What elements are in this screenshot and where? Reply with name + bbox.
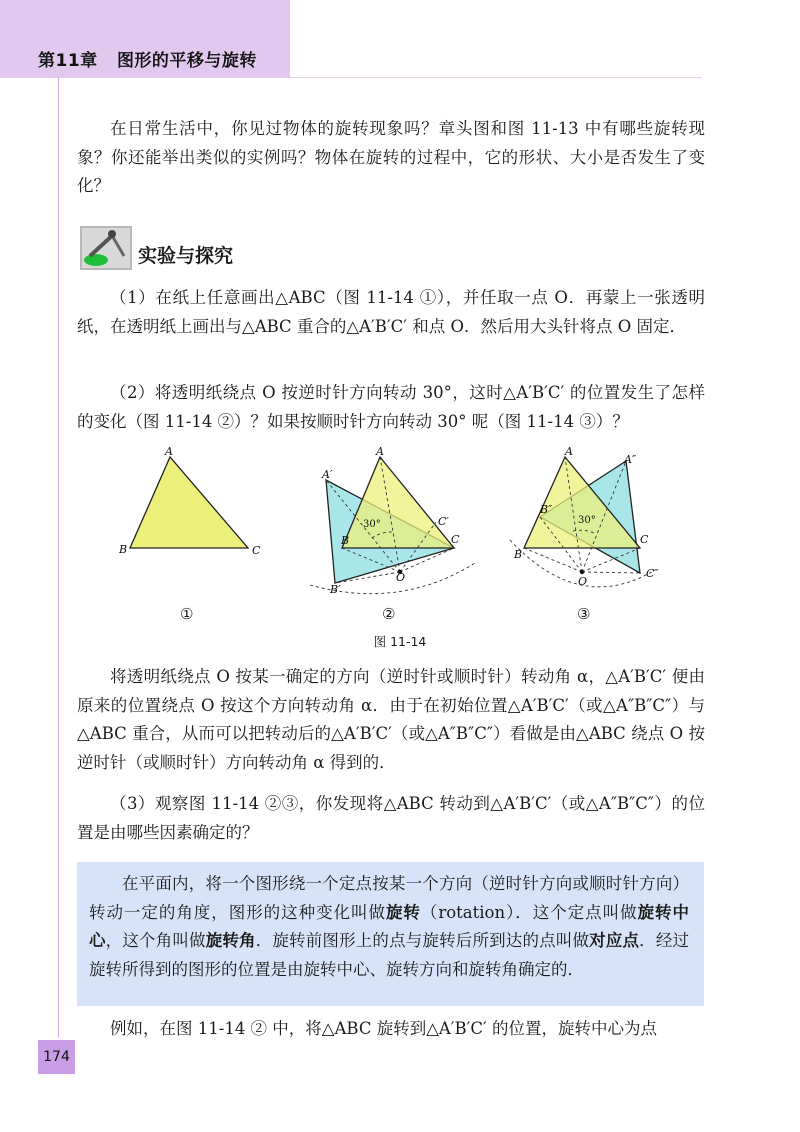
- label-A: A: [165, 445, 173, 458]
- label-A2: A″: [624, 453, 637, 466]
- example-paragraph: 例如，在图 11-14 ② 中，将△ABC 旋转到△A′B′C′ 的位置，旋转中心为点: [110, 1019, 658, 1038]
- label-C2: C″: [646, 567, 659, 580]
- chapter-title: 图形的平移与旋转: [116, 51, 257, 71]
- explanation-paragraph: 将透明纸绕点 O 按某一确定的方向（逆时针或顺时针）转动角 α，△A′B′C′ 便由原来的位置绕点 O 按这个方向转动角 α．由于在初始位置△A′B′C′（或△A″B″C″）与△ABC 重合，从而可以把转动后的△A′B′C′（或△A″B″C″）看做是由△ABC 绕点 O 按逆时针（或顺时针）方向转动角 α 得到的．: [77, 667, 705, 772]
- compass-drawing-icon: [80, 226, 132, 270]
- term-corresponding-points: 对应点: [589, 931, 640, 950]
- definition-box: [77, 862, 704, 1006]
- label-C: C: [252, 544, 261, 557]
- sub-label-1: ①: [180, 605, 194, 623]
- figure-11-14: [110, 445, 690, 630]
- figure-caption: 图 11-14: [373, 634, 427, 649]
- section-heading: [80, 224, 260, 274]
- label-C1: C′: [438, 515, 449, 528]
- angle-label-2: 30°: [363, 519, 381, 530]
- figure-1: [118, 445, 261, 557]
- intro-paragraph: 在日常生活中，你见过物体的旋转现象吗？章头图和图 11-13 中有哪些旋转现象？你还能举出类似的实例吗？物体在旋转的过程中，它的形状、大小是否发生了变化？: [77, 119, 705, 195]
- label-B: B: [119, 543, 128, 556]
- step-2: （2）将透明纸绕点 O 按逆时针方向转动 30°，这时△A′B′C′ 的位置发生了怎样的变化（图 11-14 ②）？如果按顺时针方向转动 30° 呢（图 11-14 ③）？: [77, 383, 705, 431]
- label-B-2: B: [341, 534, 350, 547]
- angle-label-3: 30°: [578, 515, 596, 526]
- chapter-header-band: [0, 0, 290, 78]
- label-C-3: C: [640, 533, 649, 546]
- term-rotation-angle: 旋转角: [205, 931, 256, 950]
- label-B2: B″: [540, 503, 553, 516]
- def-part-3: ，这个角叫做: [105, 931, 206, 950]
- figure-2: [310, 445, 475, 596]
- figure-3: [510, 445, 659, 588]
- section-title: 实验与探究: [138, 245, 234, 267]
- definition-text: [89, 870, 689, 984]
- term-rotation: 旋转: [385, 902, 421, 922]
- page-number: 174: [38, 1040, 75, 1074]
- label-A-3: A: [565, 445, 573, 458]
- step-1: （1）在纸上任意画出△ABC（图 11-14 ①），并任取一点 O．再蒙上一张透明纸，在透明纸上画出与△ABC 重合的△A′B′C′ 和点 O．然后用大头针将点 O 固定．: [77, 288, 705, 336]
- triangle-abc: [130, 457, 248, 548]
- def-part-1: 在平面内，将一个图形绕一个定点按某一个方向（逆时针方向或顺时针方向）转动一定的角度，图形的这种变化叫做: [89, 874, 689, 922]
- label-O-2: O: [396, 571, 406, 584]
- sub-label-3: ③: [577, 605, 591, 623]
- label-O-3: O: [578, 575, 588, 588]
- chapter-number: 第11章: [38, 51, 98, 71]
- def-part-4: ．旋转前图形上的点与旋转后所到达的点叫做: [255, 931, 590, 950]
- def-part-5: ．经过旋转所得到的图形的位置是由旋转中心、旋转方向和旋转角确定的．: [89, 931, 690, 979]
- label-C-2: C: [451, 533, 460, 546]
- step-3: （3）观察图 11-14 ②③，你发现将△ABC 转动到△A′B′C′（或△A″B″C″）的位置是由哪些因素确定的？: [77, 794, 705, 842]
- sub-label-2: ②: [382, 605, 396, 623]
- chapter-header: [38, 46, 257, 71]
- margin-rule: [58, 78, 59, 1038]
- def-part-2: （rotation）．这个定点叫做: [420, 902, 638, 922]
- term-rotation-center: 旋转中心: [89, 902, 690, 950]
- label-B1: B′: [330, 583, 341, 596]
- header-rule: [290, 77, 702, 78]
- label-A-2: A: [376, 445, 384, 458]
- label-A1: A′: [322, 468, 333, 481]
- label-B-3: B: [514, 548, 523, 561]
